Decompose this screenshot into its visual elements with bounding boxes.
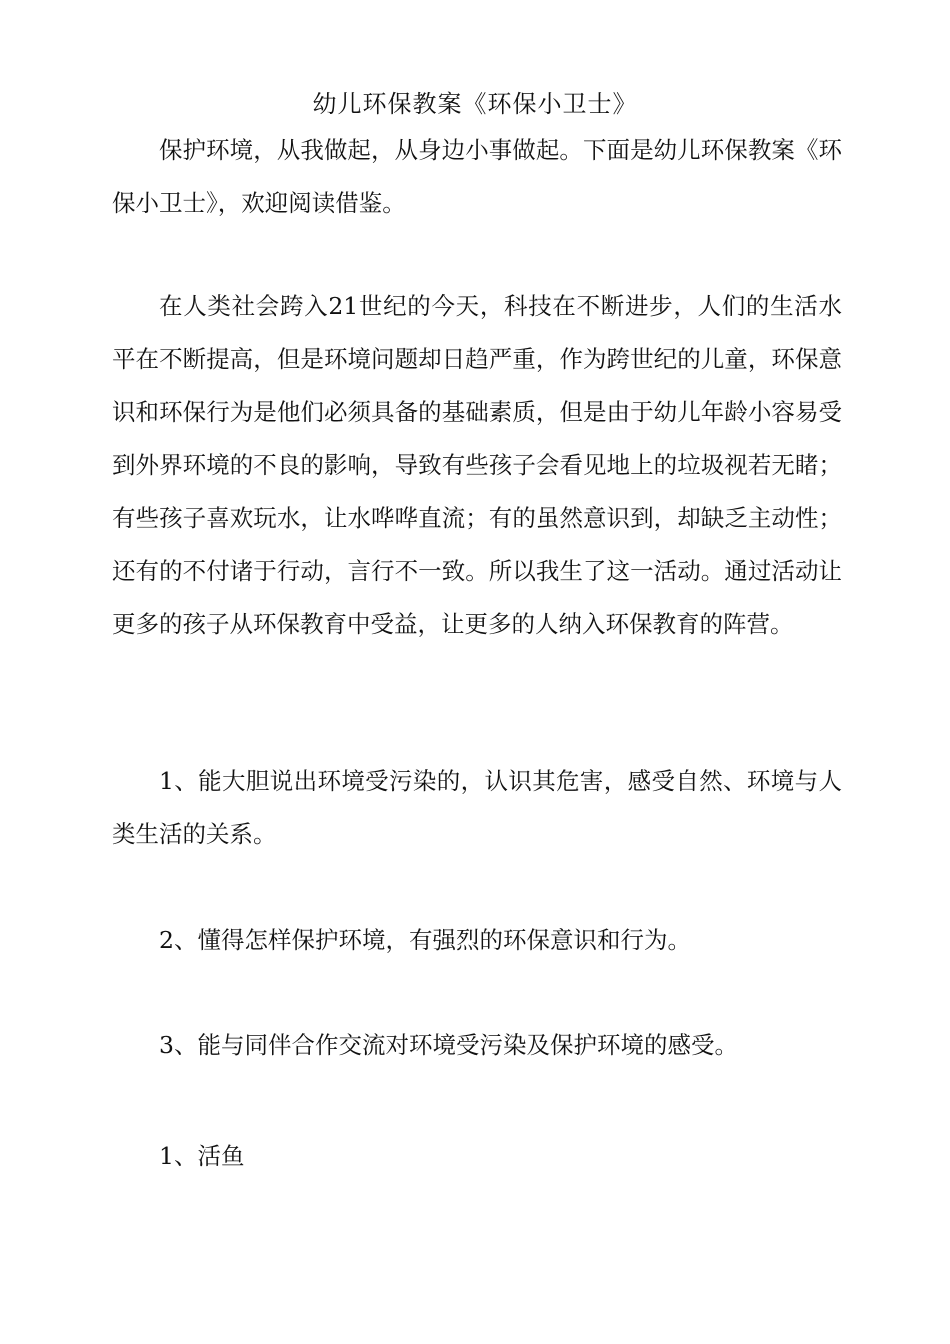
goal-item-2: 2、懂得怎样保护环境，有强烈的环保意识和行为。 bbox=[159, 926, 691, 954]
material-item-1: 1、活鱼 bbox=[159, 1142, 245, 1170]
background-paragraph: 在人类社会跨入21世纪的今天，科技在不断进步，人们的生活水平在不断提高，但是环境问题却日趋严重，作为跨世纪的儿童，环保意识和环保行为是他们必须具备的基础素质，但是由于幼儿年龄小容易受到外界环境的不良的影响，导致有些孩子会看见地上的垃圾视若无睹；有些孩子喜欢玩水，让水哗哗直流；有的虽然意识到，却缺乏主动性；还有的不付诸于行动，言行不一致。所以我生了这一活动。通过活动让更多的孩子从环保教育中受益，让更多的人纳入环保教育的阵营。 bbox=[112, 292, 842, 638]
goal-item-3: 3、能与同伴合作交流对环境受污染及保护环境的感受。 bbox=[159, 1031, 738, 1059]
intro-paragraph: 保护环境，从我做起，从身边小事做起。下面是幼儿环保教案《环保小卫士》，欢迎阅读借鉴。 bbox=[112, 136, 842, 217]
document-title: 幼儿环保教案《环保小卫士》 bbox=[312, 90, 638, 118]
goal-item-1: 1、能大胆说出环境受污染的，认识其危害，感受自然、环境与人类生活的关系。 bbox=[112, 767, 842, 848]
